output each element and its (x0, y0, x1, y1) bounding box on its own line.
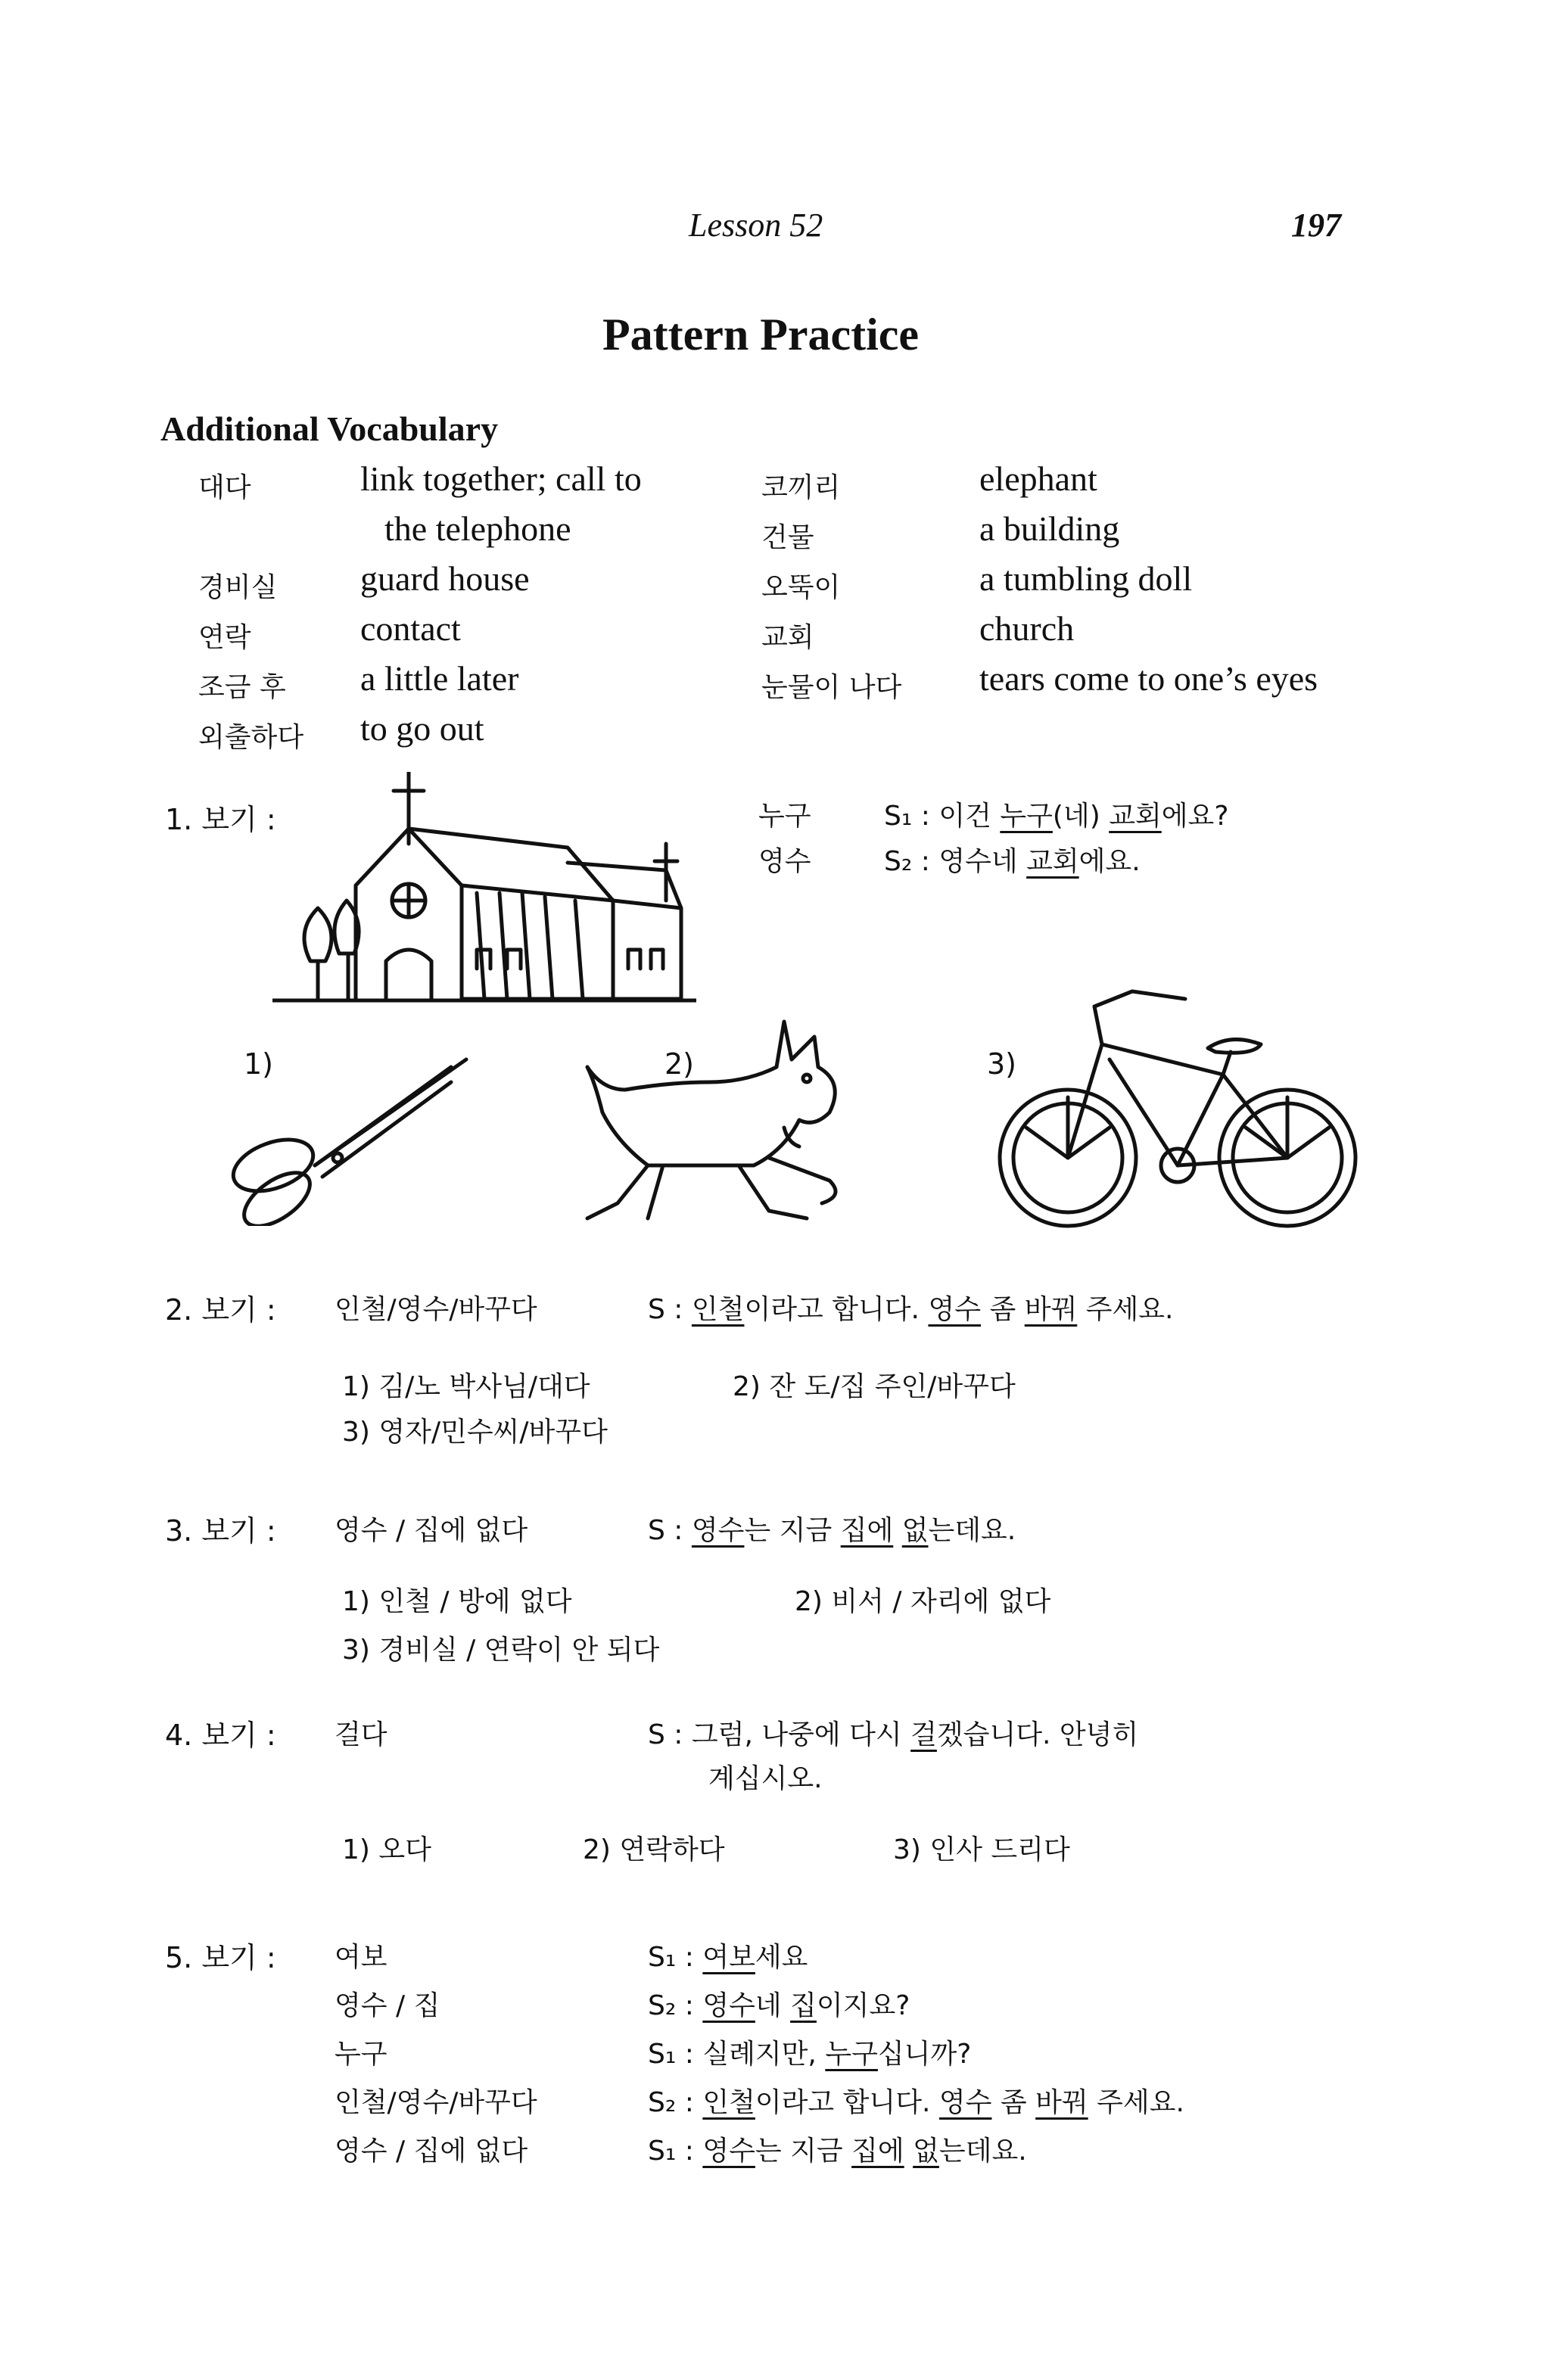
exercise-2-cue: 인철/영수/바꾸다 (335, 1294, 537, 1325)
vocab-en-cont: the telephone (384, 509, 571, 548)
vocab-en: a tumbling doll (979, 559, 1193, 598)
exercise-1-cue: 영수 (758, 846, 811, 877)
exercise-3-item: 3) 경비실 / 연락이 안 되다 (342, 1635, 660, 1666)
exercise-5-number: 5. 보기 : (165, 1941, 276, 1974)
exercise-1-number: 1. 보기 : (165, 803, 276, 836)
church-illustration (272, 772, 696, 1014)
item-label: 1) (244, 1047, 274, 1081)
vocab-ko: 눈물이 나다 (761, 672, 902, 703)
exercise-3-item: 1) 인철 / 방에 없다 (342, 1586, 572, 1617)
scissors-illustration (224, 1052, 474, 1226)
dog-illustration (557, 1006, 875, 1234)
exercise-2-number: 2. 보기 : (165, 1293, 276, 1327)
exercise-4-answer: S : 그럼, 나중에 다시 걸겠습니다. 안녕히 (648, 1719, 1139, 1750)
exercise-4-number: 4. 보기 : (165, 1719, 276, 1752)
exercise-2-item: 2) 잔 도/집 주인/바꾸다 (733, 1371, 1016, 1402)
exercise-2-answer: S : 인철이라고 합니다. 영수 좀 바꿔 주세요. (648, 1294, 1174, 1325)
exercise-1-s2: S₂ : 영수네 교회에요. (884, 846, 1141, 877)
page-title: Pattern Practice (602, 310, 920, 359)
exercise-4-answer-cont: 계십시오. (708, 1763, 823, 1794)
exercise-5-cue: 인철/영수/바꾸다 (335, 2087, 537, 2118)
vocab-ko: 연락 (198, 622, 251, 653)
exercise-3-item: 2) 비서 / 자리에 없다 (795, 1586, 1051, 1617)
exercise-3-cue: 영수 / 집에 없다 (335, 1515, 528, 1546)
exercise-5-line: S₁ : 실례지만, 누구십니까? (648, 2039, 972, 2070)
vocab-ko: 경비실 (198, 572, 278, 603)
exercise-4-item: 3) 인사 드리다 (893, 1834, 1070, 1865)
item-label: 3) (987, 1047, 1017, 1081)
bicycle-illustration (996, 976, 1359, 1234)
exercise-4-item: 1) 오다 (342, 1834, 431, 1865)
exercise-3-answer: S : 영수는 지금 집에 없는데요. (648, 1515, 1016, 1546)
exercise-5-line: S₂ : 인철이라고 합니다. 영수 좀 바꿔 주세요. (648, 2087, 1184, 2118)
exercise-5-cue: 여보 (335, 1942, 388, 1973)
item-label: 2) (665, 1047, 695, 1081)
vocab-heading: Additional Vocabulary (160, 409, 499, 448)
vocab-en: church (979, 609, 1075, 648)
page-number: 197 (1291, 207, 1341, 244)
speaker-label: S₂ : (884, 846, 930, 877)
exercise-1-cue: 누구 (758, 801, 811, 832)
exercise-5-line: S₁ : 여보세요 (648, 1942, 808, 1973)
exercise-1-s1: S₁ : 이건 누구(네) 교회에요? (884, 801, 1229, 832)
vocab-en: guard house (360, 559, 530, 598)
vocab-ko: 대다 (198, 472, 251, 503)
vocab-ko: 코끼리 (761, 472, 841, 503)
vocab-en: a little later (360, 659, 519, 698)
exercise-2-item: 1) 김/노 박사님/대다 (342, 1371, 590, 1402)
vocab-ko: 건물 (761, 522, 814, 553)
speaker-label: S₁ : (884, 801, 930, 832)
exercise-5-cue: 영수 / 집에 없다 (335, 2136, 528, 2167)
vocab-en: tears come to one’s eyes (979, 659, 1318, 698)
vocab-ko: 교회 (761, 622, 814, 653)
vocab-ko: 오뚝이 (761, 572, 841, 603)
exercise-5-cue: 누구 (335, 2039, 388, 2070)
exercise-2-item: 3) 영자/민수씨/바꾸다 (342, 1417, 608, 1448)
exercise-5-line: S₂ : 영수네 집이지요? (648, 1990, 910, 2021)
exercise-5-cue: 영수 / 집 (335, 1990, 440, 2021)
vocab-en: contact (360, 609, 461, 648)
vocab-ko: 외출하다 (198, 722, 304, 753)
lesson-header: Lesson 52 (689, 207, 823, 244)
vocab-en: a building (979, 509, 1120, 548)
exercise-4-item: 2) 연락하다 (583, 1834, 725, 1865)
exercise-4-cue: 걸다 (335, 1719, 388, 1750)
vocab-en: elephant (979, 459, 1097, 498)
vocab-en: to go out (360, 709, 484, 748)
exercise-3-number: 3. 보기 : (165, 1514, 276, 1548)
exercise-5-line: S₁ : 영수는 지금 집에 없는데요. (648, 2136, 1027, 2167)
vocab-ko: 조금 후 (198, 672, 286, 703)
vocab-en: link together; call to (360, 459, 642, 498)
